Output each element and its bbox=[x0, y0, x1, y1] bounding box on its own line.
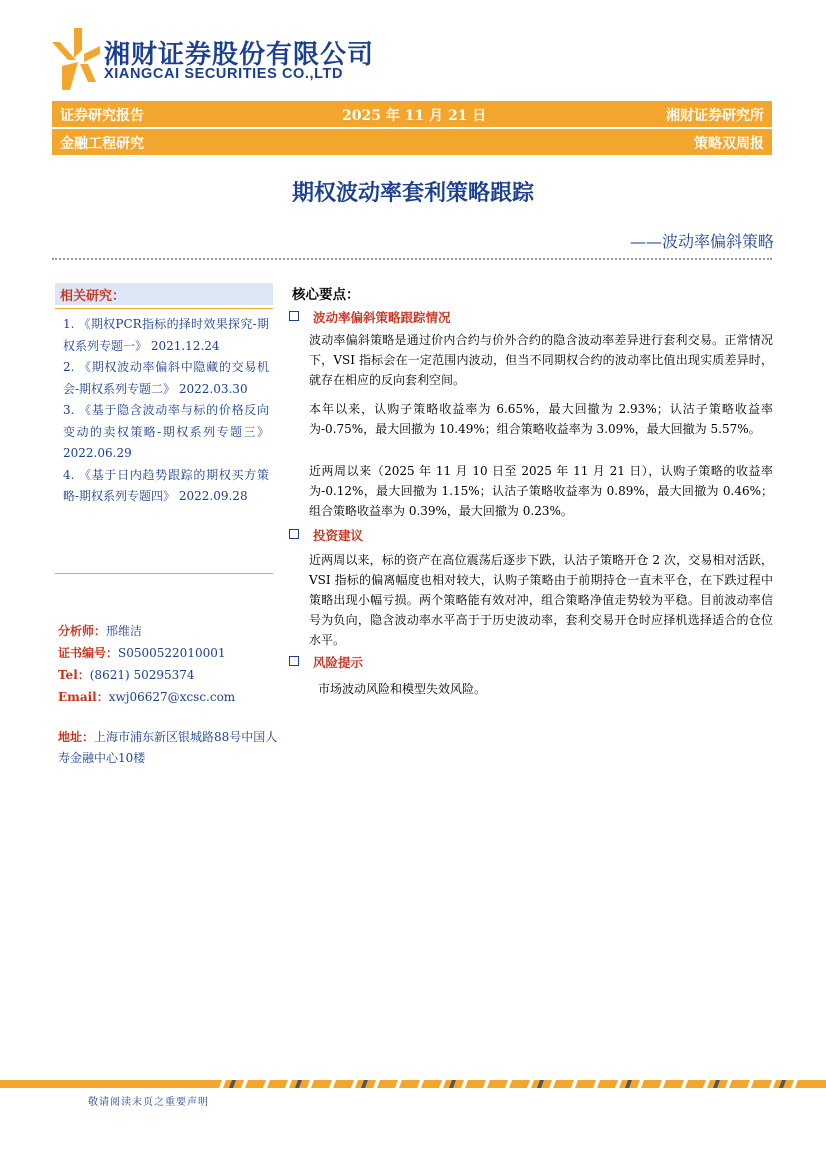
analyst-info bbox=[58, 620, 278, 708]
related-item-3[interactable]: 3. 《基于隐含波动率与标的价格反向变动的卖权策略-期权系列专题三》 2022.06.29 bbox=[63, 403, 269, 460]
section-risk-title: 风险提示 bbox=[313, 655, 364, 670]
section-tracking-heading bbox=[289, 308, 451, 326]
address-text: 上海市浦东新区银城路88号中国人寿金融中心10楼 bbox=[58, 730, 278, 765]
section-advice-heading bbox=[289, 526, 363, 544]
footer-stripe-bar bbox=[0, 1080, 826, 1088]
report-date: 2025 年 11 月 21 日 bbox=[342, 108, 487, 124]
tracking-paragraph-2: 本年以来，认购子策略收益率为 6.65%，最大回撤为 2.93%；认沽子策略收益率为-0.75%，最大回撤为 10.49%；组合策略收益率为 3.09%，最大回撤为 5.57%。 bbox=[309, 402, 773, 436]
related-research-heading-text: 相关研究： bbox=[60, 289, 126, 304]
report-type: 证券研究报告 bbox=[60, 108, 144, 124]
email-address[interactable]: xwj06627@xcsc.com bbox=[108, 690, 236, 704]
checkbox-bullet-icon bbox=[289, 656, 299, 666]
risk-paragraph: 市场波动风险和模型失效风险。 bbox=[318, 682, 487, 696]
title-divider bbox=[52, 258, 772, 260]
checkbox-bullet-icon bbox=[289, 311, 299, 321]
related-research-heading bbox=[55, 283, 273, 305]
tracking-paragraph-3: 近两周以来（2025 年 11 月 10 日至 2025 年 11 月 21 日），认购子策略的收益率为-0.12%，最大回撤为 1.15%；认沽子策略收益率为 0.89%，最大回撤为 0.46%；组合策略收益率为 0.39%，最大回撤为 0.23%。 bbox=[309, 464, 773, 518]
report-subtitle: ——波动率偏斜策略 bbox=[629, 232, 774, 251]
related-divider-bottom bbox=[55, 573, 273, 574]
related-research-list bbox=[63, 314, 269, 508]
research-institute: 湘财证券研究所 bbox=[666, 108, 764, 124]
related-item-1[interactable]: 1. 《期权PCR指标的择时效果探究-期权系列专题一》 2021.12.24 bbox=[63, 317, 269, 353]
cert-label: 证书编号： bbox=[58, 646, 119, 660]
tel-number: (8621) 50295374 bbox=[89, 668, 195, 682]
advice-paragraph: 近两周以来，标的资产在高位震荡后逐步下跌，认沽子策略开仓 2 次，交易相对活跃，VSI 指标的偏离幅度也相对较大，认购子策略由于前期持仓一直未平仓，在下跌过程中策略出现小幅亏损。两个策略能有效对冲，组合策略净值走势较为平稳。目前波动率信号为负向，隐含波动率水平高于于历史波动率，套利交易开仓时应择机选择适合的仓位水平。 bbox=[309, 553, 773, 647]
header-band-primary bbox=[52, 101, 772, 127]
address-block bbox=[58, 727, 278, 769]
cert-number: S0500522010001 bbox=[118, 646, 226, 660]
email-label: Email： bbox=[58, 690, 109, 704]
footer-disclaimer-note[interactable]: 敬请阅读末页之重要声明 bbox=[88, 1097, 209, 1108]
section-advice-title: 投资建议 bbox=[313, 528, 364, 543]
section-tracking-title: 波动率偏斜策略跟踪情况 bbox=[313, 310, 451, 325]
address-label: 地址： bbox=[58, 730, 95, 744]
company-logo-icon bbox=[52, 28, 100, 90]
related-item-4[interactable]: 4. 《基于日内趋势跟踪的期权买方策略-期权系列专题四》 2022.09.28 bbox=[63, 467, 269, 503]
report-series: 策略双周报 bbox=[694, 136, 764, 152]
tel-label: Tel： bbox=[58, 668, 90, 682]
section-risk-heading bbox=[289, 653, 363, 671]
core-points-heading: 核心要点： bbox=[292, 287, 360, 303]
header-band-secondary bbox=[52, 129, 772, 155]
related-divider-top bbox=[55, 308, 273, 309]
tracking-paragraph-1: 波动率偏斜策略是通过价内合约与价外合约的隐含波动率差异进行套利交易。正常情况下，VSI 指标会在一定范围内波动，但当不同期权合约的波动率比值出现实质差异时，就存在相应的反向套利空间。 bbox=[309, 333, 773, 387]
analyst-label: 分析师： bbox=[58, 624, 107, 638]
company-name-en: XIANGCAI SECURITIES CO.,LTD bbox=[104, 66, 344, 82]
analyst-name: 邢维洁 bbox=[106, 624, 143, 638]
report-title: 期权波动率套利策略跟踪 bbox=[291, 181, 534, 206]
checkbox-bullet-icon bbox=[289, 529, 299, 539]
company-name-cn: 湘财证券股份有限公司 bbox=[104, 40, 375, 70]
research-category: 金融工程研究 bbox=[60, 136, 144, 152]
related-item-2[interactable]: 2. 《期权波动率偏斜中隐藏的交易机会-期权系列专题二》 2022.03.30 bbox=[63, 360, 269, 396]
